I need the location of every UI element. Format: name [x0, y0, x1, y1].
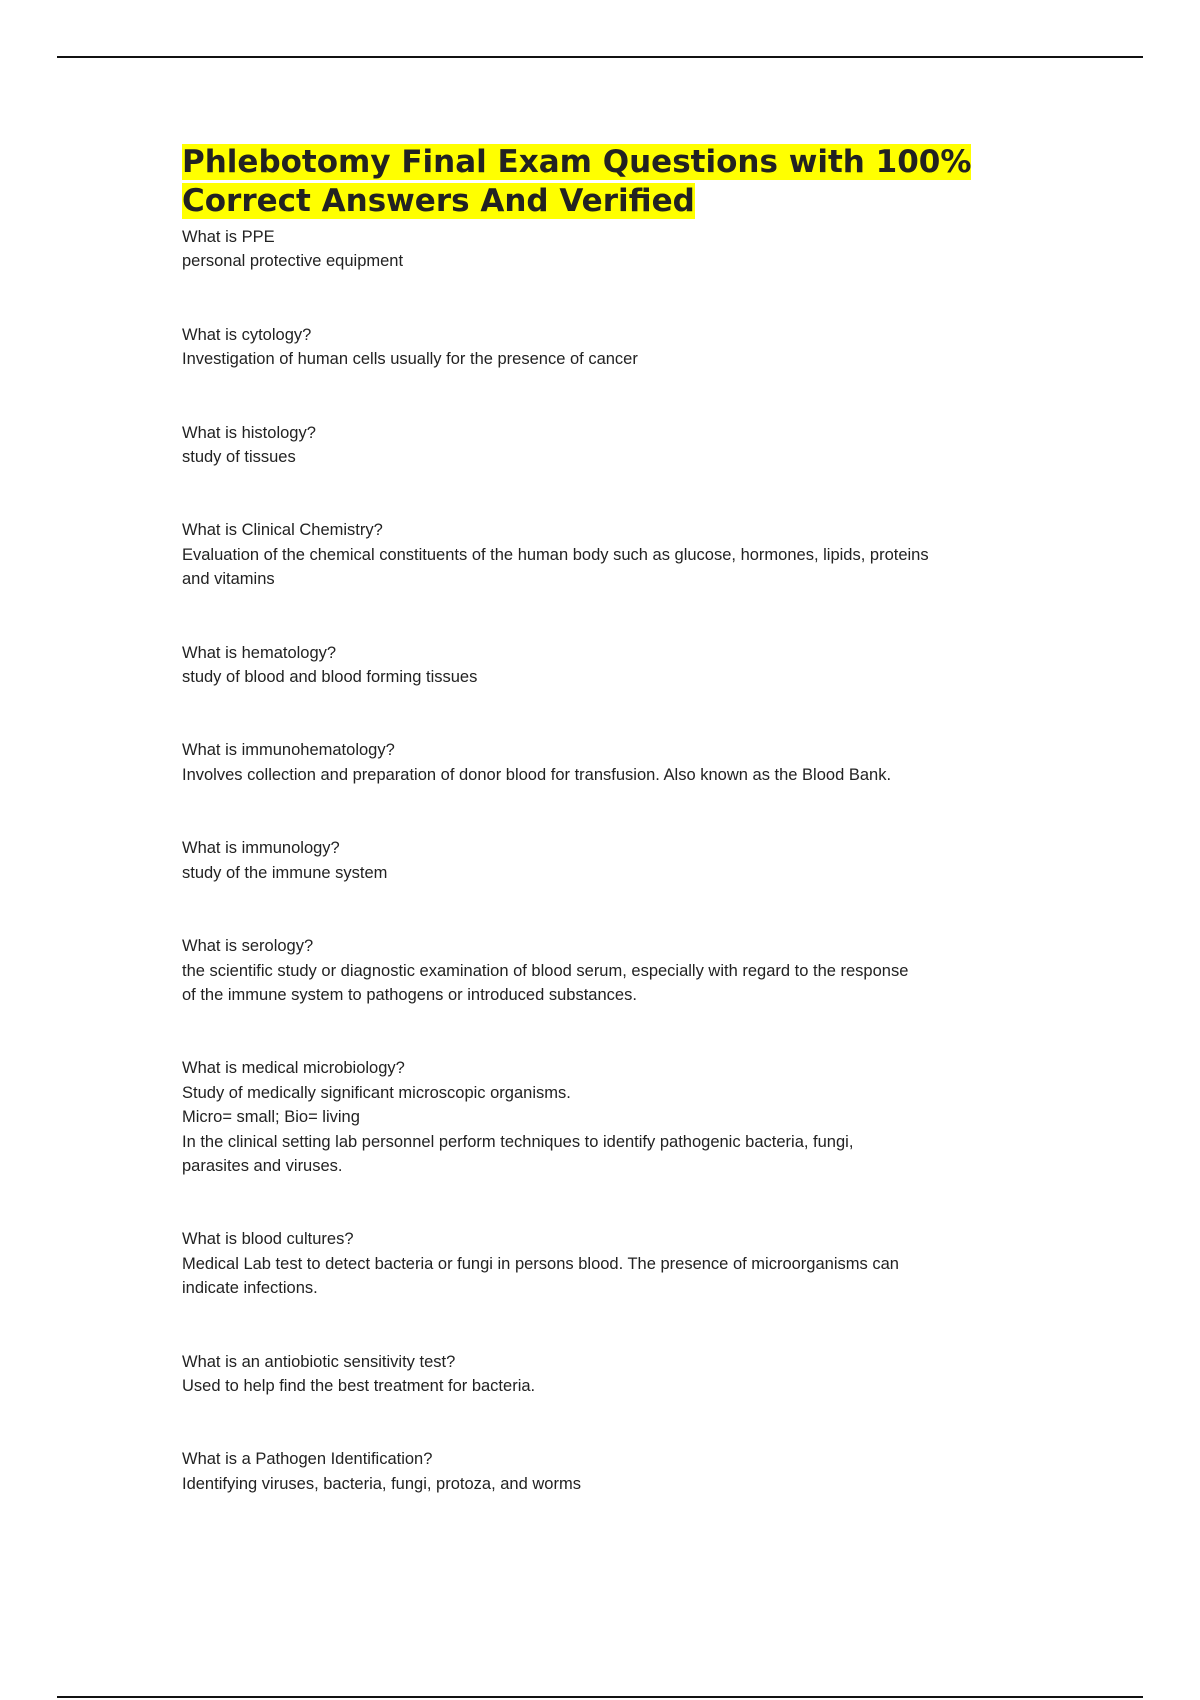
qa-spacer [182, 274, 1032, 323]
qa-spacer [182, 592, 1032, 641]
qa-spacer [182, 787, 1032, 836]
question-text: What is PPE [182, 228, 275, 246]
question-text: What is cytology? [182, 325, 312, 344]
question-text: What is histology? [182, 423, 316, 442]
answer-text: In the clinical setting lab personnel perform techniques to identify pathogenic bacteria, fungi, [182, 1132, 854, 1151]
qa-item [182, 1056, 1032, 1178]
answer-text: Study of medically significant microscopic organisms. [182, 1083, 571, 1102]
answer-text: Evaluation of the chemical constituents of the human body such as glucose, hormones, lipids, proteins [182, 545, 929, 564]
answer-text: indicate infections. [182, 1279, 318, 1298]
title-line: Phlebotomy Final Exam Questions with 100% [182, 144, 972, 180]
answer-text: Used to help find the best treatment for bacteria. [182, 1376, 536, 1395]
document-body [182, 143, 1032, 1496]
qa-item [182, 836, 1032, 885]
qa-item [182, 1227, 1032, 1300]
bottom-rule [57, 1696, 1143, 1698]
qa-item [182, 738, 1032, 787]
qa-spacer [182, 469, 1032, 518]
qa-spacer [182, 885, 1032, 934]
answer-text: study of blood and blood forming tissues [182, 668, 478, 687]
qa-item [182, 641, 1032, 690]
qa-item [182, 1350, 1032, 1399]
answer-text: personal protective equipment [182, 252, 404, 271]
question-text: What is hematology? [182, 643, 337, 662]
title-line: Correct Answers And Verified [182, 183, 695, 219]
question-text: What is an antiobiotic sensitivity test? [182, 1352, 456, 1371]
qa-item [182, 1447, 1032, 1496]
answer-text: study of the immune system [182, 863, 388, 882]
answer-text: Identifying viruses, bacteria, fungi, protoza, and worms [182, 1474, 581, 1493]
qa-spacer [182, 689, 1032, 738]
question-text: What is medical microbiology? [182, 1059, 405, 1078]
question-text: What is immunohematology? [182, 741, 395, 760]
question-text: What is immunology? [182, 839, 340, 858]
answer-text: Investigation of human cells usually for the presence of cancer [182, 350, 638, 369]
qa-spacer [182, 372, 1032, 421]
qa-spacer [182, 1178, 1032, 1227]
answer-text: Micro= small; Bio= living [182, 1108, 360, 1127]
page-title [182, 143, 1032, 221]
answer-text: Medical Lab test to detect bacteria or fungi in persons blood. The presence of microorganisms can [182, 1254, 899, 1273]
qa-item [182, 323, 1032, 372]
answer-text: and vitamins [182, 570, 275, 589]
qa-spacer [182, 1301, 1032, 1350]
question-text: What is Clinical Chemistry? [182, 521, 383, 540]
qa-item [182, 225, 1032, 274]
answer-text: the scientific study or diagnostic examination of blood serum, especially with regard to the response [182, 961, 909, 980]
answer-text: of the immune system to pathogens or introduced substances. [182, 985, 637, 1004]
answer-text: parasites and viruses. [182, 1156, 343, 1175]
qa-spacer [182, 1398, 1032, 1447]
answer-text: study of tissues [182, 448, 296, 467]
qa-spacer [182, 1007, 1032, 1056]
qa-item [182, 518, 1032, 591]
answer-text: Involves collection and preparation of donor blood for transfusion. Also known as the Blood Bank. [182, 765, 892, 784]
question-text: What is a Pathogen Identification? [182, 1450, 433, 1469]
qa-item [182, 934, 1032, 1007]
qa-list [182, 225, 1032, 1496]
question-text: What is blood cultures? [182, 1230, 354, 1249]
qa-item [182, 421, 1032, 470]
top-rule [57, 56, 1143, 58]
question-text: What is serology? [182, 937, 314, 956]
